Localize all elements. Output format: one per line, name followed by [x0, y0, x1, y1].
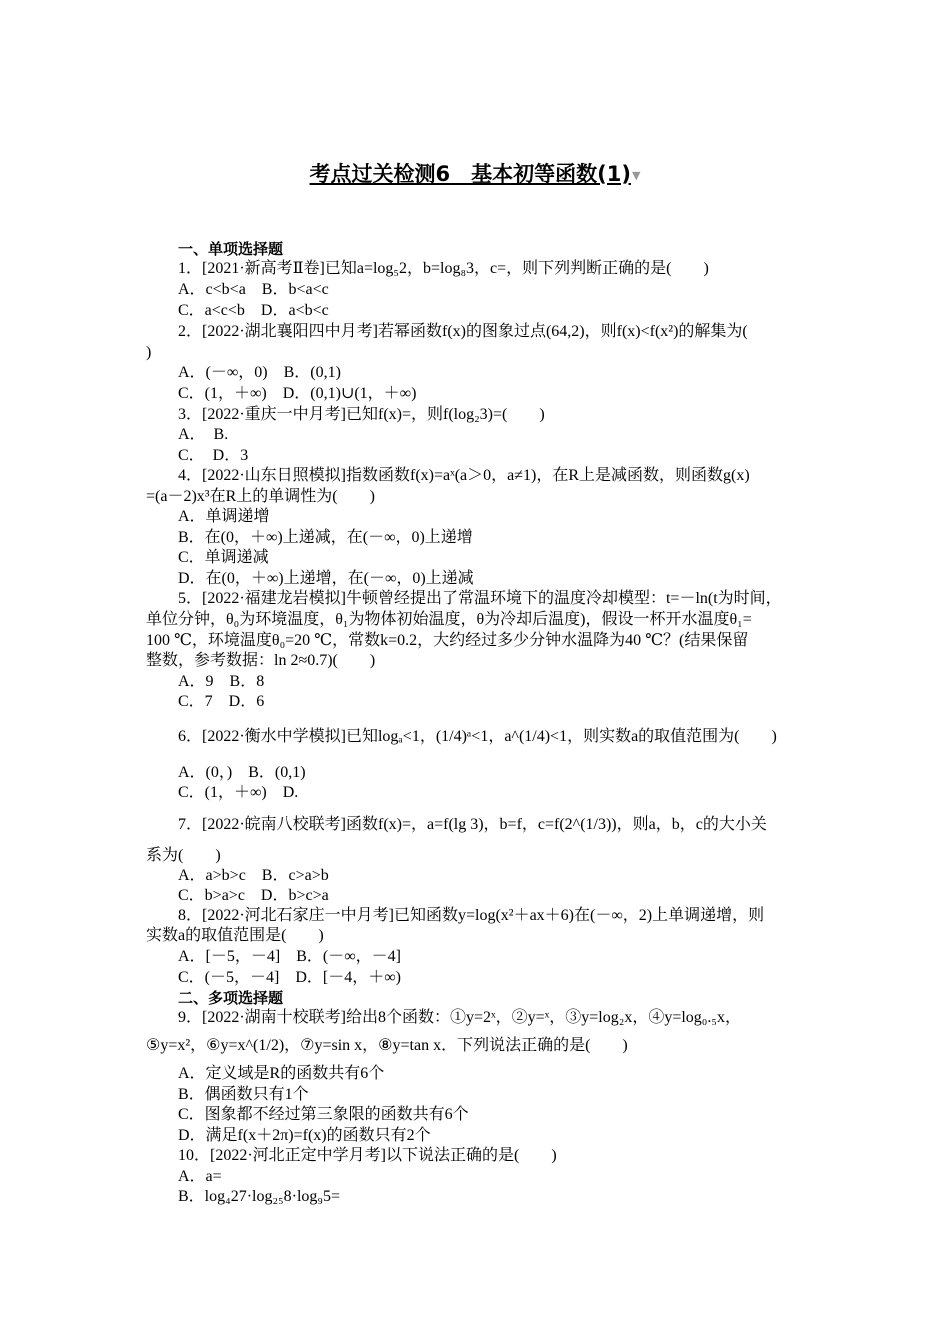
question-4-option-a: A．单调递增 — [178, 508, 270, 525]
question-8-stem: 8．[2022·河北石家庄一中月考]已知函数y=log(x²＋ax＋6)在(－∞，2)上单调递增，则 — [178, 907, 765, 924]
question-5-line-1: 5．[2022·福建龙岩模拟]牛顿曾经提出了常温环境下的温度冷却模型：t=－ln(t为时间， — [178, 590, 782, 607]
question-4-option-b: B．在(0，＋∞)上递减，在(－∞，0)上递增 — [178, 529, 473, 546]
question-5-line-4: 整数，参考数据：ln 2≈0.7)( ) — [146, 652, 376, 669]
question-9-option-a: A．定义域是R的函数共有6个 — [178, 1065, 385, 1082]
question-1-options-cd: C．a<c<b D．a<b<c — [178, 302, 329, 319]
question-1-stem: 1．[2021·新高考Ⅱ卷]已知a=log₅2，b=log₈3，c=，则下列判断正确的是( ) — [178, 260, 709, 277]
question-10-option-a: A．a= — [178, 1168, 222, 1185]
page-title: 考点过关检测6 基本初等函数(1)▼ — [309, 162, 641, 186]
question-2-stem-end: ) — [146, 344, 152, 361]
question-4-option-c: C．单调递减 — [178, 549, 269, 566]
question-3-options-ab: A． B. — [178, 426, 229, 443]
question-5-line-2: 单位分钟，θ₀为环境温度，θ₁为物体初始温度，θ为冷却后温度)，假设一杯开水温度θ₁= — [146, 611, 752, 628]
question-4-stem: 4．[2022·山东日照模拟]指数函数f(x)=aˣ(a＞0，a≠1)，在R上是减函数，则函数g(x) — [178, 467, 750, 484]
question-4-option-d: D．在(0，＋∞)上递增，在(－∞，0)上递减 — [178, 570, 474, 587]
question-8-options-cd: C．(－5，－4] D．[－4，＋∞) — [178, 969, 401, 986]
question-9-option-d: D．满足f(x＋2π)=f(x)的函数只有2个 — [178, 1127, 431, 1144]
question-8-stem-2: 实数a的取值范围是( ) — [146, 927, 324, 944]
question-1-options-ab: A．c<b<a B．b<a<c — [178, 281, 329, 298]
question-6-stem: 6．[2022·衡水中学模拟]已知logₐ<1，(1/4)ᵃ<1，a^(1/4)<1，则实数a的取值范围为( ) — [178, 728, 777, 745]
question-3-stem: 3．[2022·重庆一中月考]已知f(x)=，则f(log₂3)=( ) — [178, 406, 545, 423]
dropdown-triangle-icon: ▼ — [631, 168, 641, 182]
question-7-stem: 7．[2022·皖南八校联考]函数f(x)=，a=f(lg 3)，b=f，c=f(2^(1/3))，则a，b，c的大小关 — [178, 816, 767, 833]
question-9-option-b: B．偶函数只有1个 — [178, 1086, 309, 1103]
question-10-option-b: B．log₄27·log₂₅8·log₉5= — [178, 1188, 341, 1205]
question-6-options-cd: C．(1，＋∞) D. — [178, 784, 299, 801]
question-5-options-cd: C．7 D．6 — [178, 693, 265, 710]
question-10-stem: 10．[2022·河北正定中学月考]以下说法正确的是( ) — [178, 1147, 557, 1164]
question-9-stem-2: ⑤y=x²，⑥y=x^(1/2)，⑦y=sin x，⑧y=tan x．下列说法正确的是( ) — [146, 1037, 628, 1054]
question-2-options-ab: A．(－∞，0) B．(0,1) — [178, 364, 341, 381]
question-2-stem: 2．[2022·湖北襄阳四中月考]若幂函数f(x)的图象过点(64,2)，则f(x)<f(x²)的解集为( — [178, 323, 748, 340]
question-3-options-cd: C． D．3 — [178, 447, 249, 464]
question-9-option-c: C．图象都不经过第三象限的函数共有6个 — [178, 1106, 469, 1123]
question-7-options-ab: A．a>b>c B．c>a>b — [178, 867, 329, 884]
question-8-options-ab: A．[－5，－4] B．(－∞，－4] — [178, 948, 401, 965]
question-5-options-ab: A．9 B．8 — [178, 673, 265, 690]
question-6-options-ab: A．(0，) B．(0,1) — [178, 764, 306, 781]
question-7-stem-2: 系为( ) — [146, 847, 221, 864]
question-4-stem-2: =(a－2)x³在R上的单调性为( ) — [146, 488, 375, 505]
question-5-line-3: 100 ℃，环境温度θ₀=20 ℃，常数k=0.2，大约经过多少分钟水温降为40 ℃？(结果保留 — [146, 632, 749, 649]
section-heading-single-choice: 一、单项选择题 — [178, 240, 284, 258]
section-heading-multi-choice: 二、多项选择题 — [178, 989, 284, 1007]
question-7-options-cd: C．b>a>c D．b>c>a — [178, 887, 329, 904]
question-2-options-cd: C．(1，＋∞) D．(0,1)∪(1，＋∞) — [178, 385, 417, 402]
question-9-stem: 9．[2022·湖南十校联考]给出8个函数：①y=2ˣ，②y=ˣ，③y=log₂x，④y=log₀.₅x， — [178, 1009, 741, 1026]
